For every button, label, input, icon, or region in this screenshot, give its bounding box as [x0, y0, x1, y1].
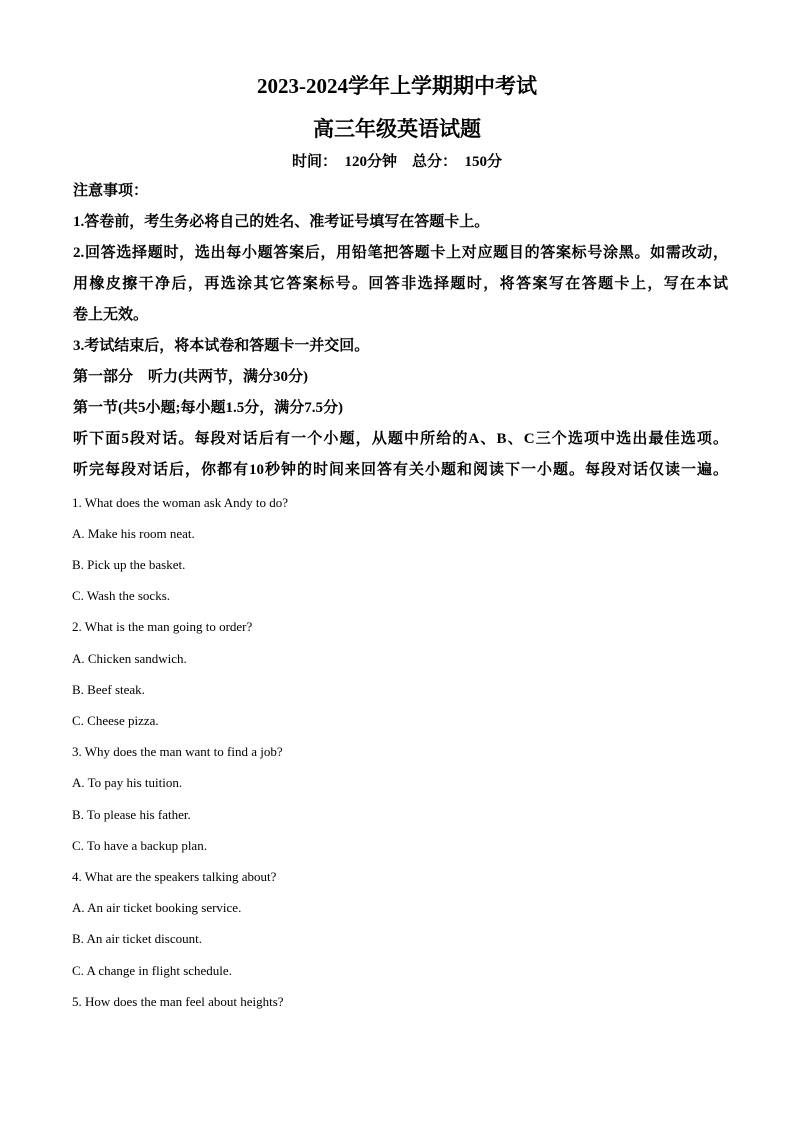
question-3-stem: 3. Why does the man want to find a job?: [72, 744, 283, 759]
part1-heading: 第一部分 听力(共两节，满分30分): [73, 369, 308, 385]
exam-time-info: 时间： 120分钟 总分： 150分: [291, 154, 502, 170]
question-2-option-c: C. Cheese pizza.: [72, 713, 159, 728]
question-5-stem: 5. How does the man feel about heights?: [72, 994, 284, 1009]
notes-heading: 注意事项：: [73, 183, 149, 199]
question-1-option-a: A. Make his room neat.: [72, 526, 195, 541]
instructions-block: [73, 176, 728, 486]
question-4-stem: 4. What are the speakers talking about?: [72, 869, 277, 884]
notes-item-1: 1.答卷前，考生务必将自己的姓名、准考证号填写在答题卡上。: [73, 214, 490, 230]
question-2-option-a: A. Chicken sandwich.: [72, 651, 187, 666]
question-1-stem: 1. What does the woman ask Andy to do?: [72, 495, 289, 510]
question-1-option-b: B. Pick up the basket.: [72, 557, 186, 572]
section1-heading: 第一节(共5小题;每小题1.5分，满分7.5分): [73, 400, 343, 416]
exam-subtitle: 高三年级英语试题: [313, 117, 481, 141]
question-3-option-a: A. To pay his tuition.: [72, 775, 183, 790]
question-3-option-c: C. To have a backup plan.: [72, 838, 207, 853]
notes-item-2-line-2: 用橡皮擦干净后，再选涂其它答案标号。回答非选择题时，将答案写在答题卡上，写在本试: [73, 276, 728, 292]
question-4-option-a: A. An air ticket booking service.: [72, 900, 242, 915]
notes-item-2-line-1: 2.回答选择题时，选出每小题答案后，用铅笔把答题卡上对应题目的答案标号涂黑。如需改动，: [73, 245, 728, 261]
question-2-stem: 2. What is the man going to order?: [72, 619, 253, 634]
question-1-option-c: C. Wash the socks.: [72, 588, 171, 603]
exam-title: 2023-2024学年上学期期中考试: [257, 74, 537, 98]
question-4-option-b: B. An air ticket discount.: [72, 931, 202, 946]
question-2-option-b: B. Beef steak.: [72, 682, 145, 697]
question-4-option-c: C. A change in flight schedule.: [72, 963, 232, 978]
question-3-option-b: B. To please his father.: [72, 807, 191, 822]
listening-instruction-line-1: 听下面5段对话。每段对话后有一个小题，从题中所给的A、B、C三个选项中选出最佳选项。: [73, 431, 728, 447]
notes-item-2-line-3: 卷上无效。: [73, 307, 149, 323]
notes-item-3: 3.考试结束后，将本试卷和答题卡一并交回。: [73, 338, 370, 354]
listening-instruction-line-2: 听完每段对话后，你都有10秒钟的时间来回答有关小题和阅读下一小题。每段对话仅读一遍。: [73, 462, 728, 478]
